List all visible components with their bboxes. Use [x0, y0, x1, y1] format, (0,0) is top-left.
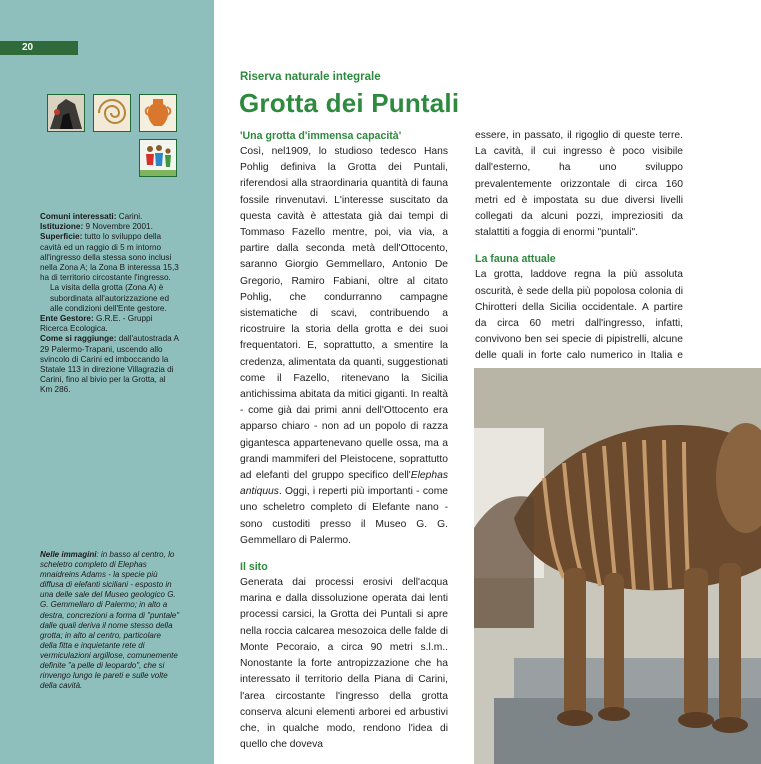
paragraph-history-a: Così, nel1909, lo studioso tedesco Hans Pohlig definiva la Grotta dei Puntali, riferendosi alla straordinaria quantità di fauna fossile rinvenutavi. L'interesse suscitato da questa cavità è attestata già dai tempi di Tommaso Fazello mentre, poi, via via, a partire dalla seconda metà dell'Ottocento, saranno Giorgio Gemmellaro, Antonio De Gregorio, Ramiro Fabiani, oltre al citato Pohlig, che condurranno campagne sistematiche di scavi, contribuendo a ricostruire la storia della grotta e dei suoi frequentatori. E, soprattutto, a smentire la credenza, alimentata da quanti, suggestionati come il Fazello, ritenevano la Sicilia antichissima abitata da mitici giganti. In realtà - come già dai primi anni dell'Ottocento era apparso chiaro - non ad un popolo di razza gigantesca appartenevano quelle ossa, ma a grandi mammiferi del Pleistocene, soprattutto ad elefanti del gruppo specifico dell' — [240, 146, 448, 482]
istituzione-value: 9 Novembre 2001. — [85, 222, 153, 232]
species-name: Elephas antiquus — [240, 470, 448, 498]
kicker: Riserva naturale integrale — [240, 71, 381, 83]
paragraph-history — [240, 144, 448, 549]
comuni-label: Comuni interessati: — [40, 212, 117, 221]
text-column-1 — [240, 128, 448, 753]
paragraph-continuation: essere, in passato, il rigoglio di queste terre. La cavità, il cui ingresso è poco visibile dall'esterno, ha uno sviluppo prevalentemente orizzontale di circa 160 metri ed è impostata su due diversi livelli collegati da alcuni pozzi, impreziositi da stalattiti a foggia di enormi "puntali". — [475, 130, 683, 239]
amphora-icon — [139, 94, 177, 132]
elephant-skeleton-photo — [474, 368, 761, 764]
paragraph-fauna: La grotta, laddove regna la più assoluta oscurità, è sede della più popolosa colonia di Chirotteri della Sicilia occidentale. A partire da circa 60 metri dall'ingresso, infatti, convivono ben sei specie di pipistrelli, alcune delle quali in forte calo numerico in Italia e — [475, 269, 683, 362]
superficie-value: tutto lo sviluppo della cavità ed un raggio di 5 m intorno all'ingresso della stessa sono inclusi nella Zona A; la Zona B interessa 15,3 ha di territorio circostante l'ingresso. — [40, 232, 179, 283]
ente-label: Ente Gestore: — [40, 314, 94, 324]
section-heading-fauna: La fauna attuale — [475, 253, 556, 266]
ente-value: G.R.E. - Gruppi Ricerca Ecologica. — [40, 314, 153, 334]
raggiunge-label: Come si raggiunge: — [40, 334, 117, 344]
comuni-value: Carini. — [118, 212, 143, 221]
superficie-note: La visita della grotta (Zona A) è subordinata all'autorizzazione ed alle condizioni dell'Ente gestore. — [50, 283, 169, 313]
people-icon — [139, 139, 177, 177]
superficie-label: Superficie: — [40, 232, 83, 242]
section-heading-site: Il sito — [240, 561, 268, 574]
page-number: 20 — [22, 42, 34, 53]
section-heading-quote: 'Una grotta d'immensa capacità' — [240, 130, 402, 142]
info-box — [40, 212, 180, 396]
image-caption — [40, 550, 180, 691]
istituzione-label: Istituzione: — [40, 222, 84, 232]
raggiunge-value: dall'autostrada A 29 Palermo-Trapani, uscendo allo svincolo di Carini ed imboccando la Statale 113 in direzione Villagrazia di Carini, fino al bivio per la Grotta, al Km 286. — [40, 334, 179, 395]
paragraph-history-b: . Oggi, i reperti più importanti - come uno scheletro completo di Elefante nano - sono custoditi presso il Museo G. G. Gemmellaro di Palermo. — [240, 486, 448, 546]
page-number-bar — [0, 41, 78, 55]
cave-icon — [47, 94, 85, 132]
paragraph-site: Generata dai processi erosivi dell'acqua marina e dalla dissoluzione operata dai lenti processi carsici, la Grotta dei Puntali si apre nella roccia calcarea mesozoica delle falde di Monte Pecoraio, a circa 90 metri s.l.m.. Nonostante la forte antropizzazione che ha interessato il territorio della Piana di Carini, l'area circostante l'ingresso della grotta conserva alcuni elementi arborei ed arbustivi che, in qualche modo, rendono l'idea di quello che doveva — [240, 577, 448, 751]
fossil-shell-icon — [93, 94, 131, 132]
caption-text: : in basso al centro, lo scheletro completo di Elephas mnaidreins Adams - la specie più diffusa di elefanti siciliani - esposto in una delle sale del Museo geologico G. G. Gemmellaro di Palermo; in alto a destra, concrezioni a forma di "puntale" dalle quali deriva il nome stesso della grotta; in alto al centro, particolare della fitta e inquietante rete di vermiculazioni argillose, comunemente definite "a pelle di leopardo", che si rinvengo lungo le pareti e sulle volte della cavità. — [40, 550, 180, 691]
text-column-2 — [475, 128, 683, 381]
page-title: Grotta dei Puntali — [239, 88, 460, 118]
caption-label: Nelle immagini — [40, 550, 97, 559]
